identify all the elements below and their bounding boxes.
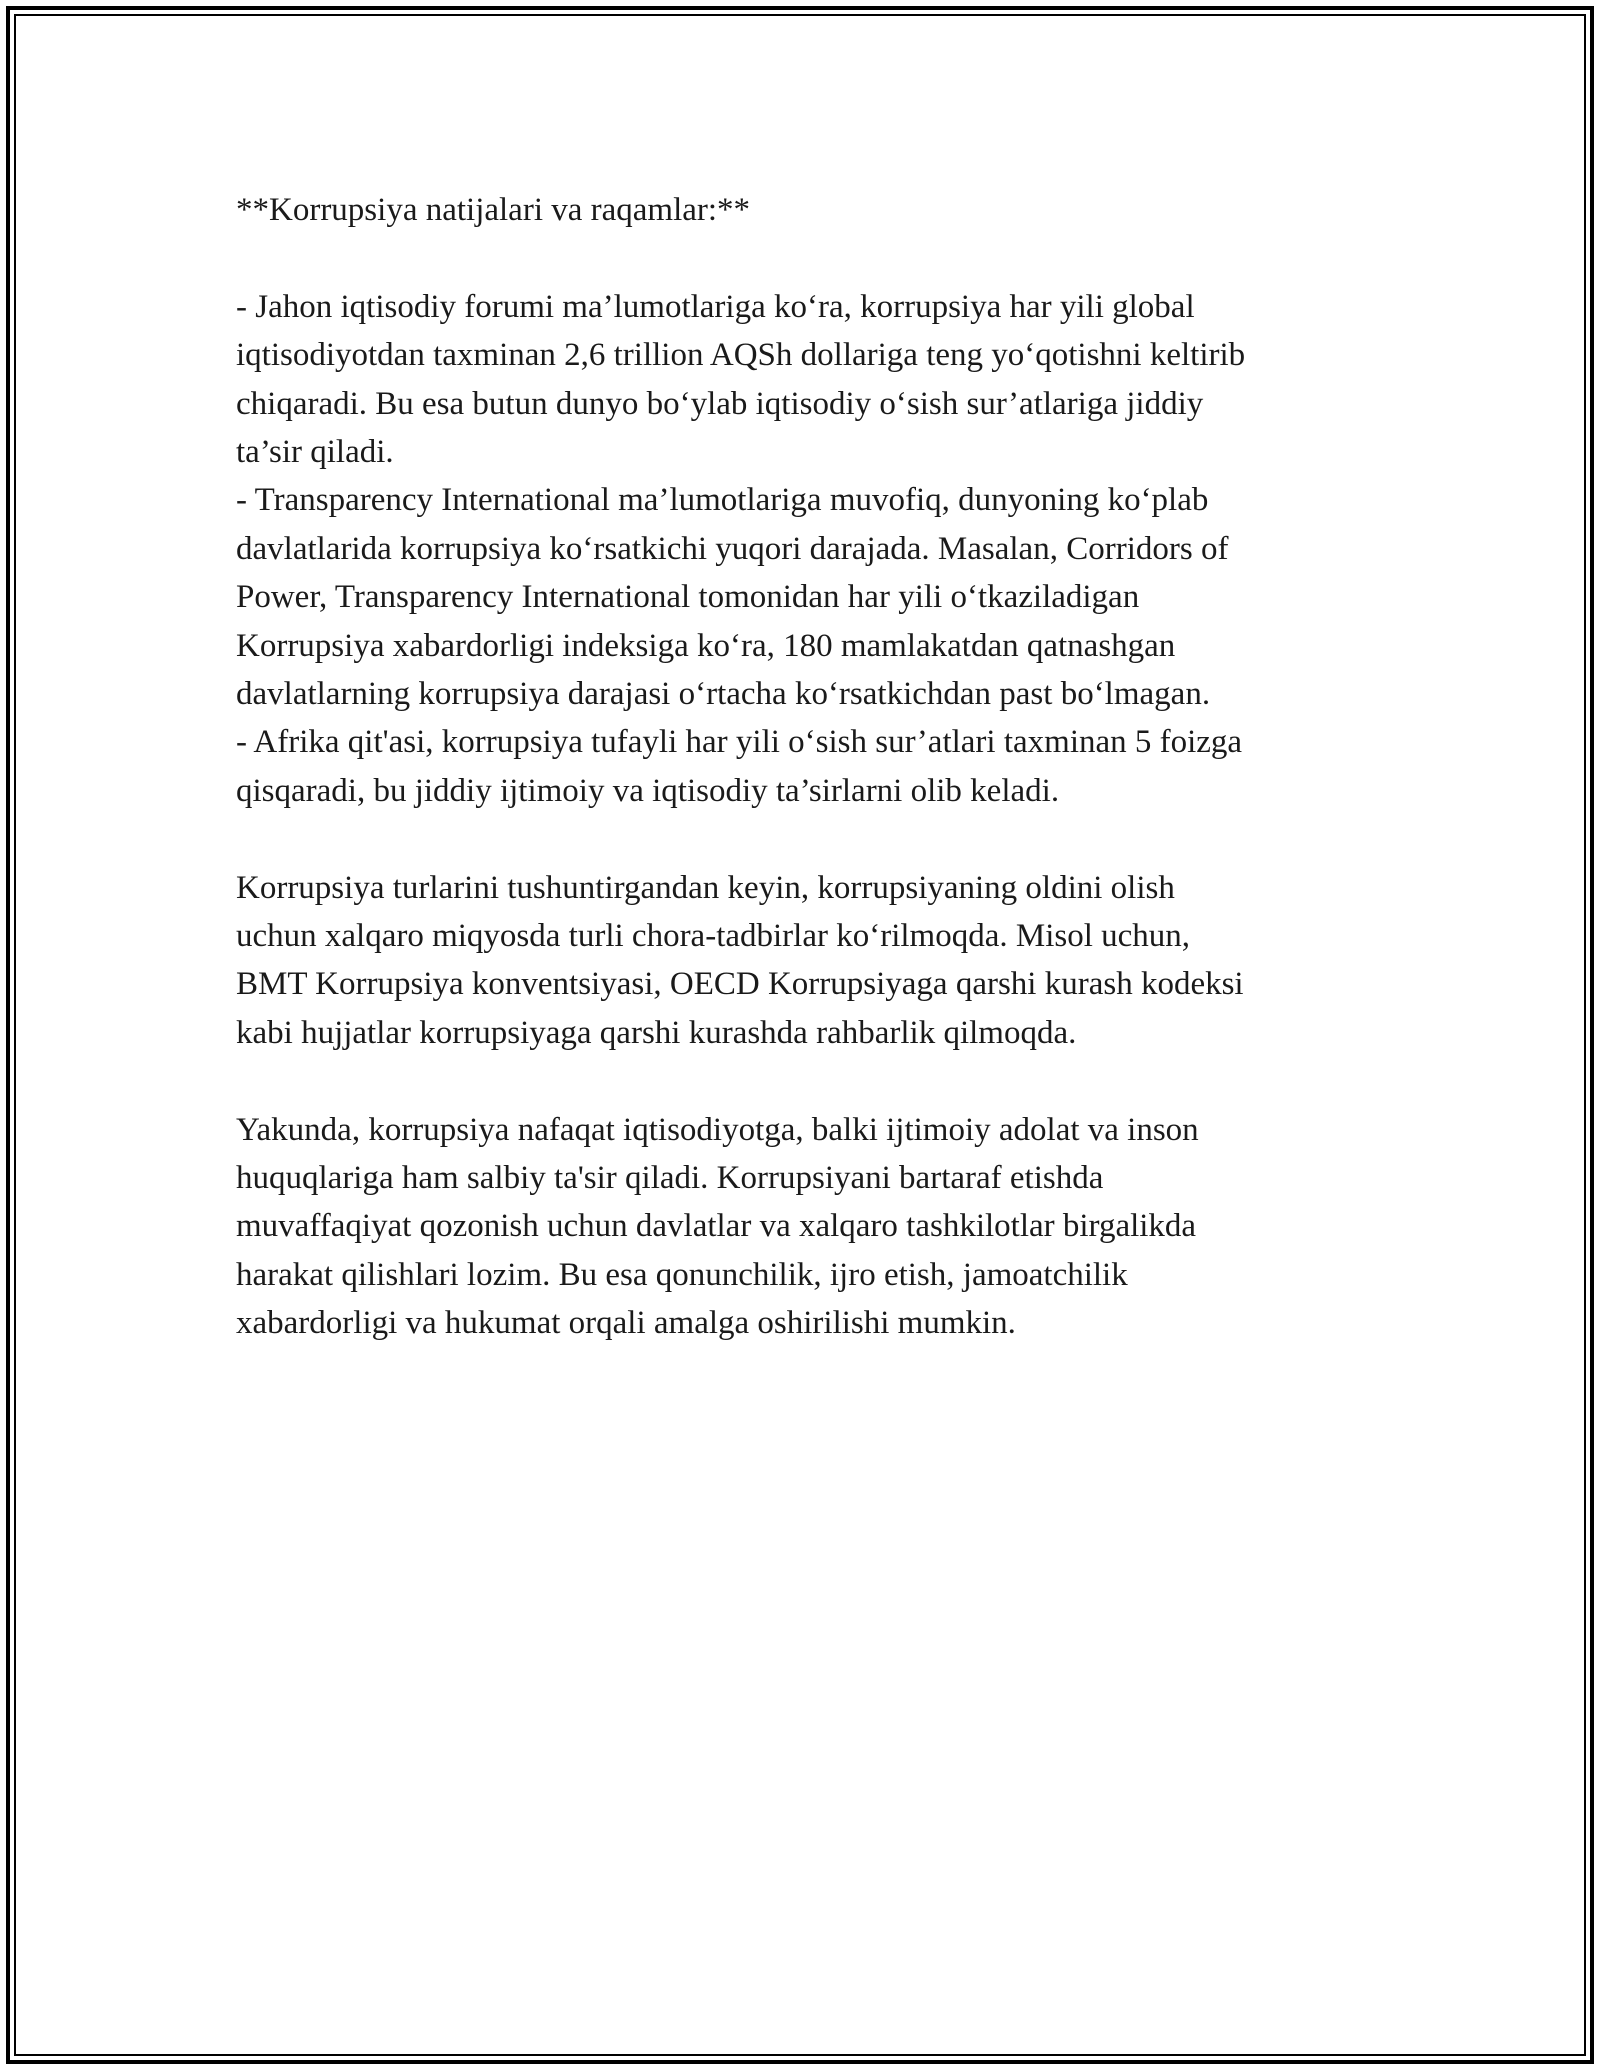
text-line: Korrupsiya xabardorligi indeksiga ko‘ra, 180 mamlakatdan qatnashgan [236, 627, 1176, 664]
text-line: kabi hujjatlar korrupsiyaga qarshi kurashda rahbarlik qilmoqda. [236, 1014, 1077, 1051]
paragraph-conclusion [236, 1106, 1376, 1348]
text-line: uchun xalqaro miqyosda turli chora-tadbirlar ko‘rilmoqda. Misol uchun, [236, 918, 1191, 955]
paragraph-gap [236, 815, 1376, 863]
text-line: - Jahon iqtisodiy forumi ma’lumotlariga ko‘ra, korrupsiya har yili global [236, 288, 1195, 325]
text-line: Korrupsiya turlarini tushuntirgandan keyin, korrupsiyaning oldini olish [236, 869, 1175, 906]
text-line: xabardorligi va hukumat orqali amalga oshirilishi mumkin. [236, 1305, 1016, 1342]
statistics-list [236, 283, 1376, 815]
text-line: davlatlarning korrupsiya darajasi o‘rtacha ko‘rsatkichdan past bo‘lmagan. [236, 676, 1211, 713]
text-line: qisqaradi, bu jiddiy ijtimoiy va iqtisodiy ta’sirlarni olib keladi. [236, 772, 1060, 809]
text-line: - Afrika qit'asi, korrupsiya tufayli har yili o‘sish sur’atlari taxminan 5 foizga [236, 724, 1243, 761]
text-line: - Transparency International ma’lumotlariga muvofiq, dunyoning ko‘plab [236, 482, 1209, 519]
document-heading: **Korrupsiya natijalari va raqamlar:** [236, 192, 751, 228]
text-line: BMT Korrupsiya konventsiyasi, OECD Korrupsiyaga qarshi kurash kodeksi [236, 966, 1244, 1003]
text-line: muvaffaqiyat qozonish uchun davlatlar va xalqaro tashkilotlar birgalikda [236, 1208, 1197, 1245]
text-line: Yakunda, korrupsiya nafaqat iqtisodiyotga, balki ijtimoiy adolat va inson [236, 1111, 1199, 1148]
text-line: davlatlarida korrupsiya ko‘rsatkichi yuqori darajada. Masalan, Corridors of [236, 530, 1229, 567]
paragraph-gap [236, 1057, 1376, 1105]
text-line: Power, Transparency International tomonidan har yili o‘tkaziladigan [236, 579, 1140, 616]
document-body [236, 186, 1376, 1348]
text-line: ta’sir qiladi. [236, 434, 394, 471]
text-line: harakat qilishlari lozim. Bu esa qonunchilik, ijro etish, jamoatchilik [236, 1256, 1128, 1293]
text-line: iqtisodiyotdan taxminan 2,6 trillion AQSh dollariga teng yo‘qotishni keltirib [236, 337, 1246, 374]
text-line: huquqlariga ham salbiy ta'sir qiladi. Korrupsiyani bartaraf etishda [236, 1160, 1104, 1197]
paragraph-gap [236, 234, 1376, 282]
paragraph-measures [236, 864, 1376, 1058]
text-line: chiqaradi. Bu esa butun dunyo bo‘ylab iqtisodiy o‘sish sur’atlariga jiddiy [236, 385, 1204, 422]
